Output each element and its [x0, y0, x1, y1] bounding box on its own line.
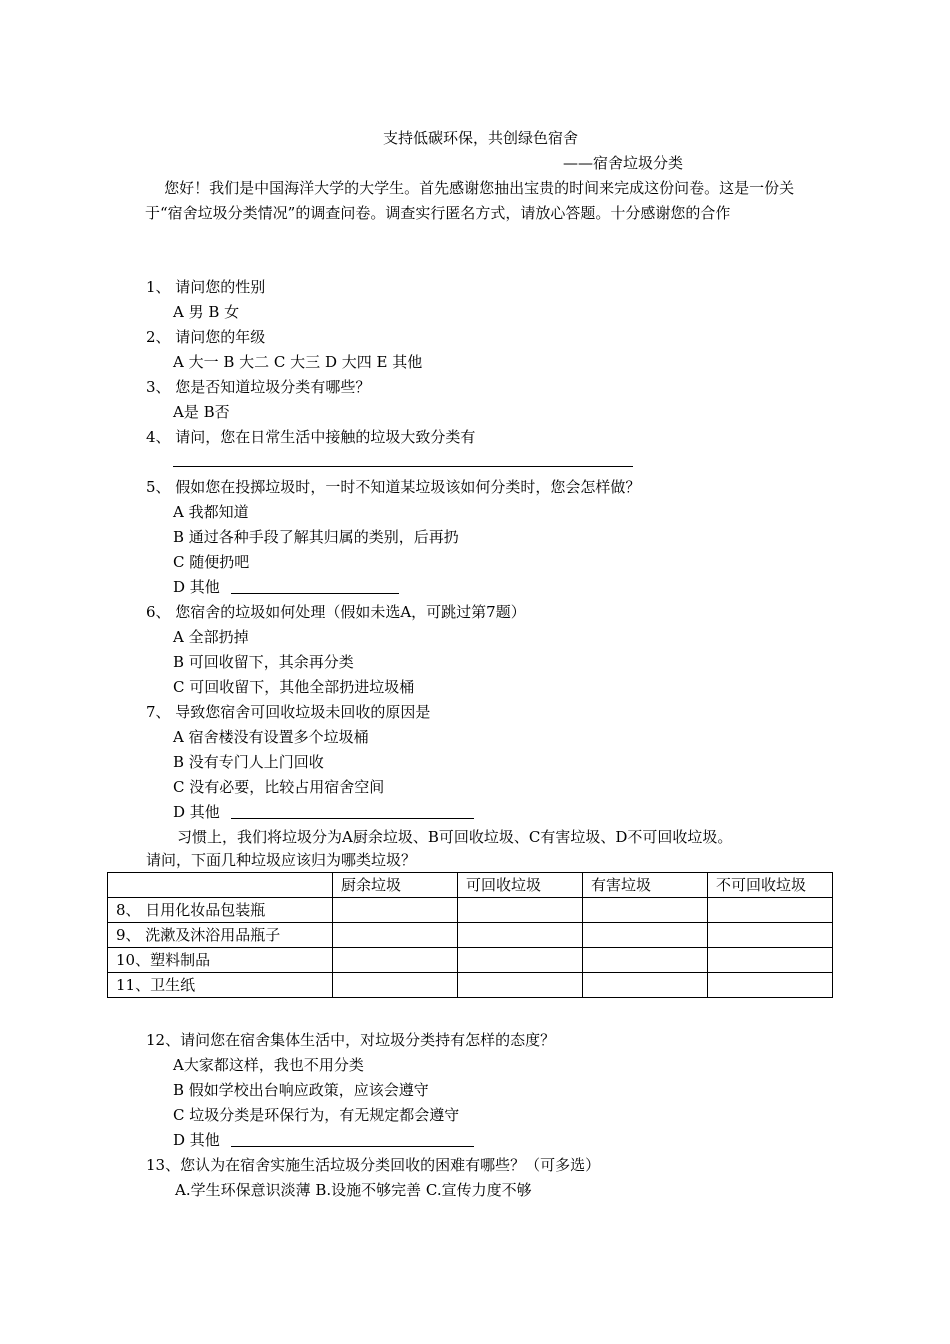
question-13-options[interactable]: A.学生环保意识淡薄 B.设施不够完善 C.宣传力度不够	[175, 1181, 532, 1199]
question-5: 5、 假如您在投掷垃圾时，一时不知道某垃圾该如何分类时，您会怎样做？	[146, 478, 641, 496]
page-subtitle: ——宿舍垃圾分类	[563, 154, 684, 172]
table-header-cell: 有害垃圾	[583, 873, 708, 898]
question-7-option-d[interactable]: D 其他	[173, 803, 220, 821]
table-header-cell: 可回收垃圾	[458, 873, 583, 898]
question-5-option-c[interactable]: C 随便扔吧	[173, 553, 250, 571]
question-1: 1、 请问您的性别	[146, 278, 266, 296]
answer-cell[interactable]	[458, 973, 583, 998]
answer-cell[interactable]	[708, 923, 833, 948]
question-12-other-line[interactable]	[231, 1146, 474, 1147]
table-row-label: 8、 日用化妆品包装瓶	[108, 898, 333, 923]
intro-paragraph: 您好！我们是中国海洋大学的大学生。首先感谢您抽出宝贵的时间来完成这份问卷。这是一份关于“宿舍垃圾分类情况”的调查问卷。调查实行匿名方式，请放心答题。十分感谢您的合作	[145, 179, 795, 222]
answer-cell[interactable]	[708, 898, 833, 923]
question-12-option-b[interactable]: B 假如学校出台响应政策，应该会遵守	[173, 1081, 429, 1099]
answer-cell[interactable]	[583, 948, 708, 973]
table-row-label: 11、卫生纸	[108, 973, 333, 998]
answer-cell[interactable]	[708, 973, 833, 998]
table-row	[108, 973, 833, 998]
habit-question: 请问，下面几种垃圾应该归为哪类垃圾？	[146, 851, 417, 869]
question-6-option-c[interactable]: C 可回收留下，其他全部扔进垃圾桶	[173, 678, 415, 696]
question-12-option-c[interactable]: C 垃圾分类是环保行为，有无规定都会遵守	[173, 1106, 460, 1124]
answer-cell[interactable]	[333, 898, 458, 923]
answer-cell[interactable]	[583, 898, 708, 923]
answer-cell[interactable]	[708, 948, 833, 973]
question-6-option-b[interactable]: B 可回收留下，其余再分类	[173, 653, 354, 671]
question-6: 6、 您宿舍的垃圾如何处理（假如未选A，可跳过第7题）	[146, 603, 526, 621]
question-7-option-c[interactable]: C 没有必要，比较占用宿舍空间	[173, 778, 385, 796]
habit-instruction: 习惯上，我们将垃圾分为A厨余垃圾、B可回收垃圾、C有害垃圾、D不可回收垃圾。	[177, 828, 733, 846]
question-4-answer-line[interactable]	[173, 466, 633, 467]
question-7: 7、 导致您宿舍可回收垃圾未回收的原因是	[146, 703, 431, 721]
question-5-option-a[interactable]: A 我都知道	[173, 503, 249, 521]
question-12-option-d[interactable]: D 其他	[173, 1131, 220, 1149]
question-12-option-a[interactable]: A大家都这样，我也不用分类	[173, 1056, 364, 1074]
table-row-label: 10、塑料制品	[108, 948, 333, 973]
answer-cell[interactable]	[583, 923, 708, 948]
question-7-option-b[interactable]: B 没有专门人上门回收	[173, 753, 324, 771]
question-7-other-line[interactable]	[231, 818, 474, 819]
question-13: 13、您认为在宿舍实施生活垃圾分类回收的困难有哪些？（可多选）	[146, 1156, 601, 1174]
question-7-option-a[interactable]: A 宿舍楼没有设置多个垃圾桶	[173, 728, 369, 746]
answer-cell[interactable]	[458, 923, 583, 948]
table-header-row	[108, 873, 833, 898]
question-5-option-b[interactable]: B 通过各种手段了解其归属的类别，后再扔	[173, 528, 459, 546]
page-title: 支持低碳环保，共创绿色宿舍	[383, 129, 579, 147]
answer-cell[interactable]	[333, 973, 458, 998]
table-row	[108, 898, 833, 923]
question-6-option-a[interactable]: A 全部扔掉	[173, 628, 249, 646]
question-3: 3、 您是否知道垃圾分类有哪些？	[146, 378, 371, 396]
question-3-options[interactable]: A是 B否	[173, 403, 230, 421]
question-2: 2、 请问您的年级	[146, 328, 266, 346]
question-5-other-line[interactable]	[231, 593, 399, 594]
classification-table	[107, 872, 833, 998]
answer-cell[interactable]	[583, 973, 708, 998]
question-12: 12、请问您在宿舍集体生活中，对垃圾分类持有怎样的态度？	[146, 1031, 556, 1049]
table-corner-cell	[108, 873, 333, 898]
table-row	[108, 923, 833, 948]
answer-cell[interactable]	[458, 898, 583, 923]
question-2-options[interactable]: A 大一 B 大二 C 大三 D 大四 E 其他	[173, 353, 423, 371]
table-row	[108, 948, 833, 973]
table-header-cell: 不可回收垃圾	[708, 873, 833, 898]
answer-cell[interactable]	[333, 923, 458, 948]
table-header-cell: 厨余垃圾	[333, 873, 458, 898]
question-5-option-d[interactable]: D 其他	[173, 578, 220, 596]
question-4: 4、 请问，您在日常生活中接触的垃圾大致分类有	[146, 428, 476, 446]
question-1-options[interactable]: A 男 B 女	[173, 303, 240, 321]
answer-cell[interactable]	[333, 948, 458, 973]
answer-cell[interactable]	[458, 948, 583, 973]
table-row-label: 9、 洗漱及沐浴用品瓶子	[108, 923, 333, 948]
